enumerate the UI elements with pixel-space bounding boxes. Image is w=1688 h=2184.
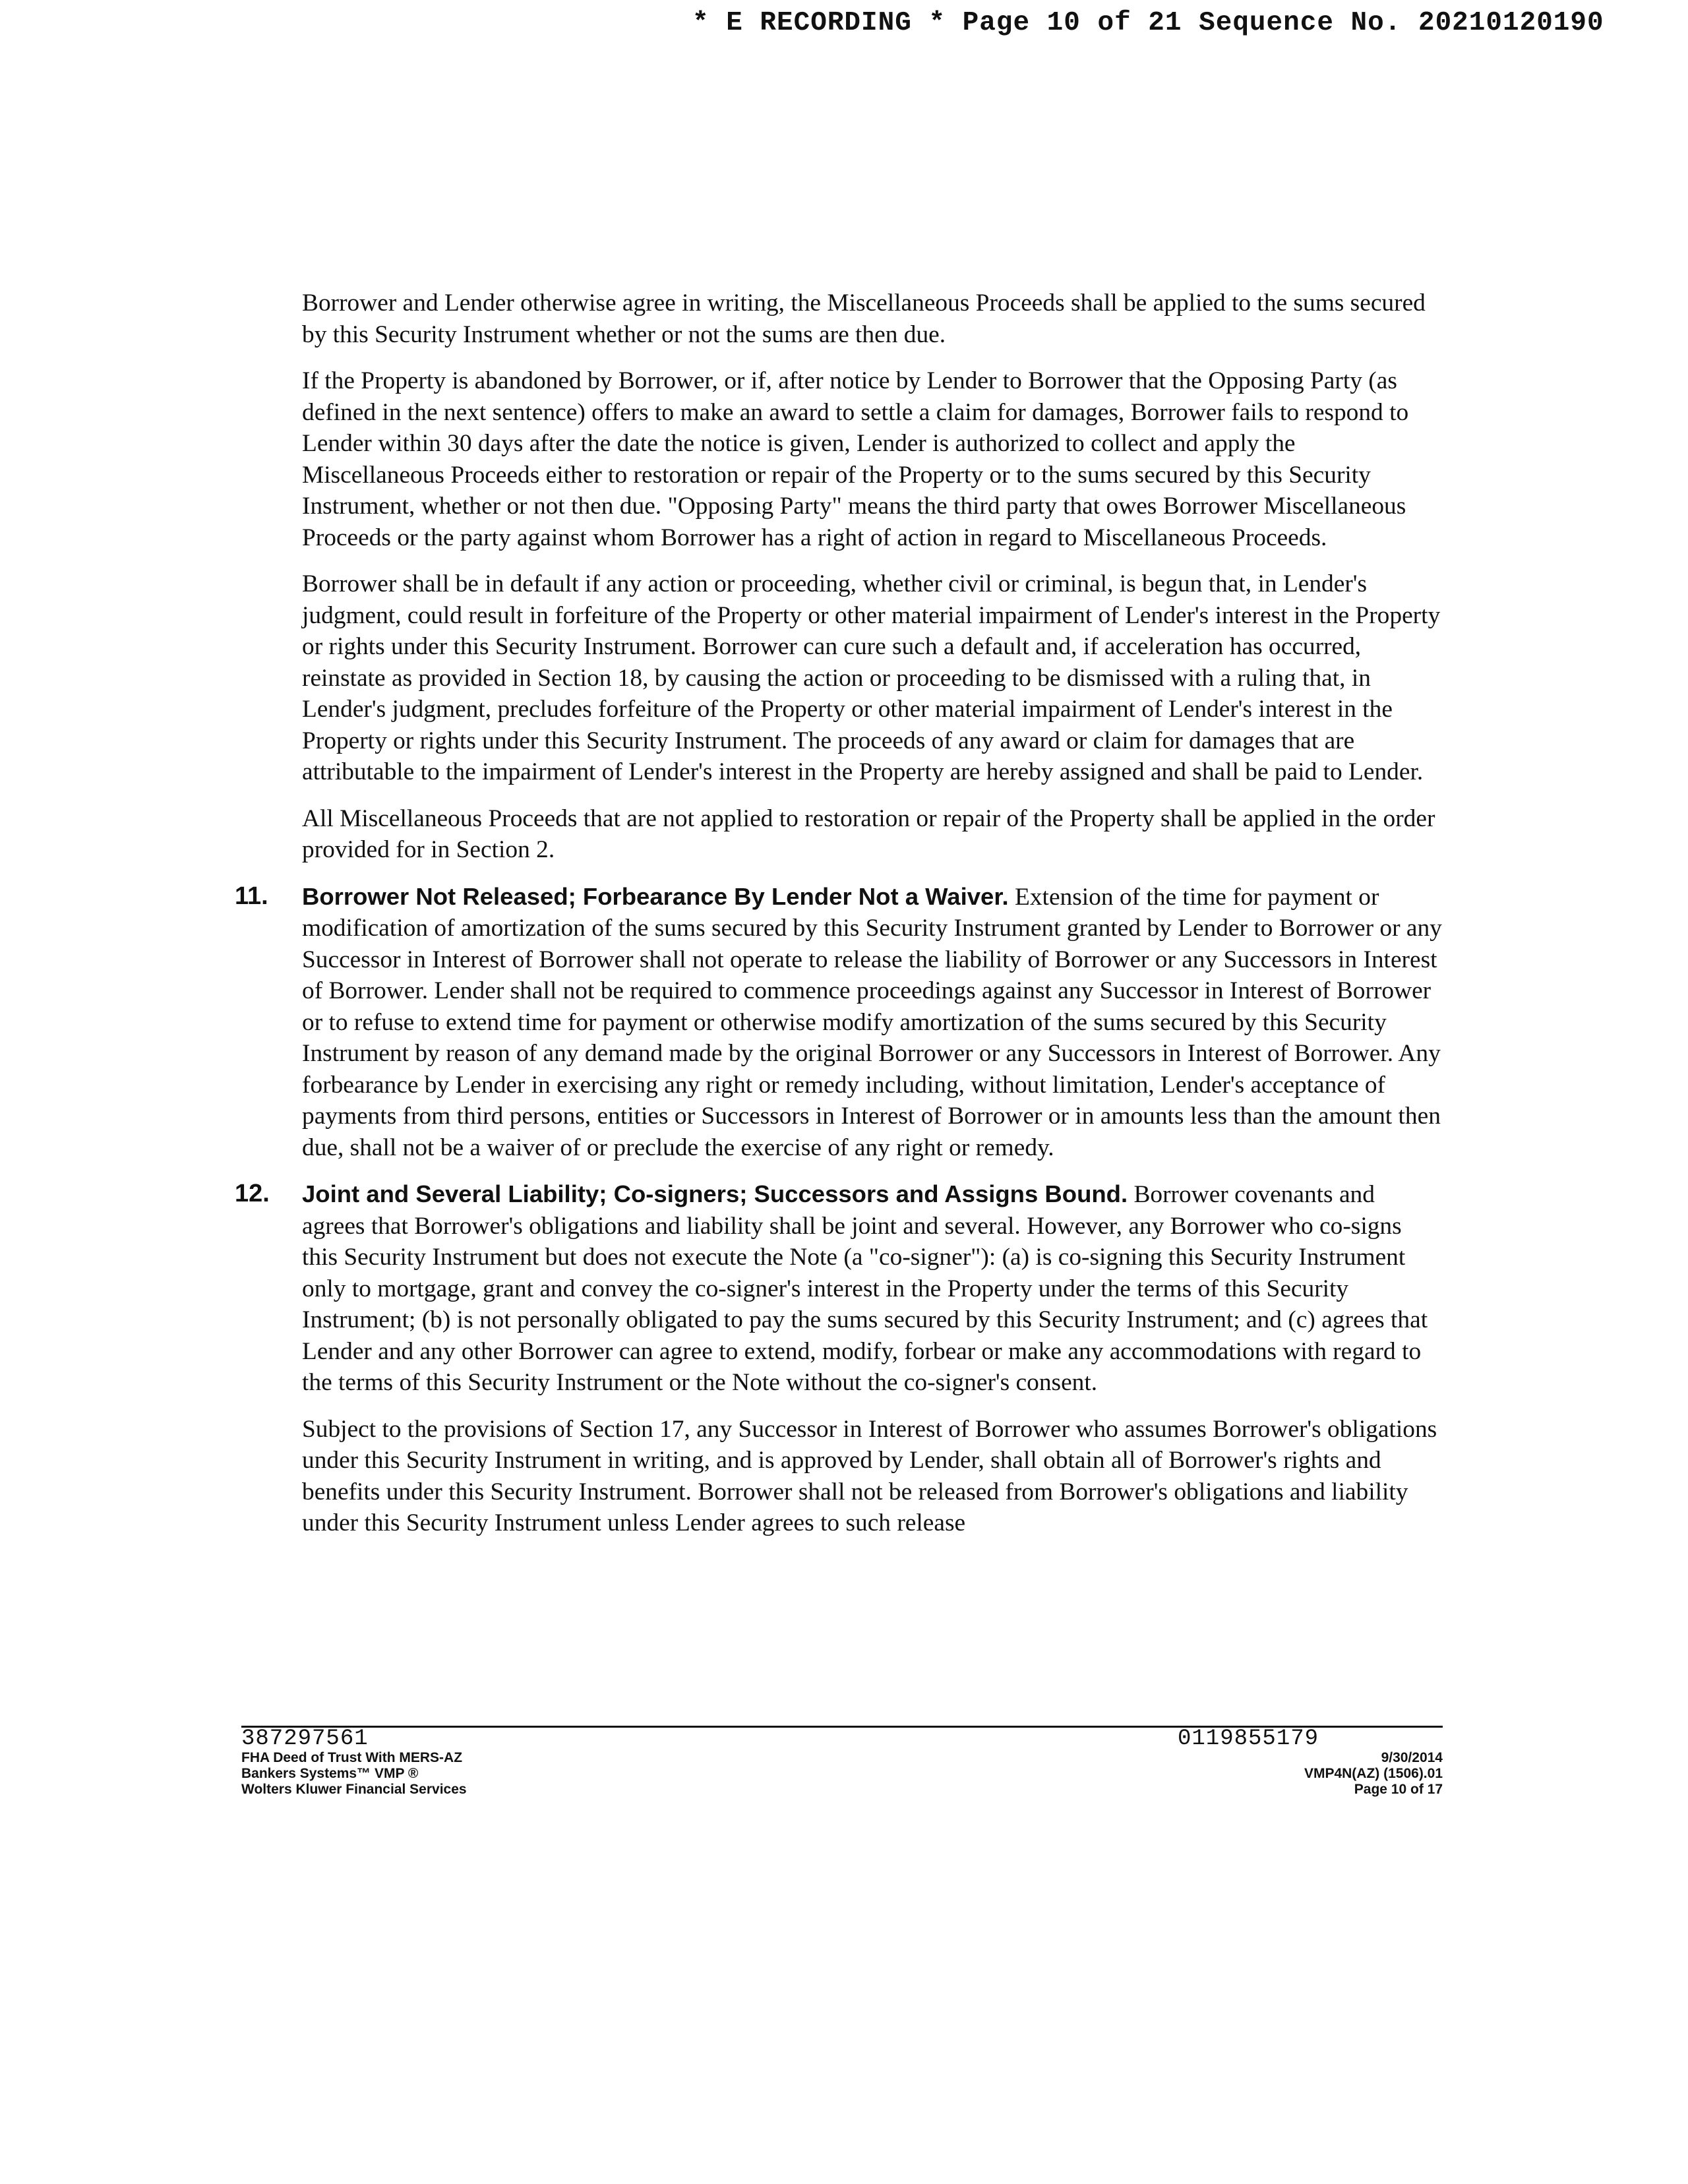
form-code: VMP4N(AZ) (1506).01 [1304, 1766, 1443, 1781]
document-number-text: 0119855179 [1178, 1726, 1319, 1751]
form-date: 9/30/2014 [1381, 1750, 1443, 1765]
recording-header: * E RECORDING * Page 10 of 21 Sequence No. 20210120190 [692, 8, 1604, 38]
form-name: FHA Deed of Trust With MERS-AZ [241, 1750, 463, 1765]
form-vendor: Bankers Systems™ VMP ® [241, 1766, 419, 1781]
footer-left [241, 1728, 835, 1798]
section-12-continuation: Subject to the provisions of Section 17, any Successor in Interest of Borrower who assumes Borrower's obligations under this Security Instrument in writing, and is approved by Lender, shall obtain all of Borrower's rights and benefits under this Security Instrument. Borrower shall not be released from Borrower's obligations and liability under this Security Instrument unless Lender agrees to such release [302, 1415, 1437, 1536]
document-number [981, 1728, 1443, 1750]
section-number: 12. [235, 1180, 270, 1207]
form-page-number: Page 10 of 17 [1354, 1782, 1443, 1797]
paragraph-proceeds-applied: Borrower and Lender otherwise agree in writing, the Miscellaneous Proceeds shall be applied to the sums secured by this Security Instrument whether or not the sums are then due. [302, 289, 1426, 348]
form-publisher: Wolters Kluwer Financial Services [241, 1782, 467, 1797]
section-11 [235, 881, 1443, 1164]
paragraph-borrower-default: Borrower shall be in default if any action or proceeding, whether civil or criminal, is begun that, in Lender's judgment, could result in forfeiture of the Property or other material impairment of Lender's interest in the Property or rights under this Security Instrument. Borrower can cure such a default and, if acceleration has occurred, reinstate as provided in Section 18, by causing the action or proceeding to be dismissed with a ruling that, in Lender's judgment, precludes forfeiture of the Property or other material impairment of Lender's interest in the Property or rights under this Security Instrument. The proceeds of any award or claim for damages that are attributable to the impairment of Lender's interest in the Property are hereby assigned and shall be paid to Lender. [302, 570, 1441, 785]
document-body [235, 288, 1443, 1554]
paragraph-property-abandoned: If the Property is abandoned by Borrower, or if, after notice by Lender to Borrower that the Opposing Party (as defined in the next sentence) offers to make an award to settle a claim for damages, Borrower fails to respond to Lender within 30 days after the date the notice is given, Lender is authorized to collect and apply the Miscellaneous Proceeds either to restoration or repair of the Property or to the sums secured by this Security Instrument, whether or not then due. "Opposing Party" means the third party that owes Borrower Miscellaneous Proceeds or the party against whom Borrower has a right of action in regard to Miscellaneous Proceeds. [302, 367, 1409, 551]
section-title: Joint and Several Liability; Co-signers; Successors and Assigns Bound. [302, 1180, 1128, 1207]
section-text: Borrower covenants and agrees that Borrower's obligations and liability shall be joint and several. However, any Borrower who co-signs this Security Instrument but does not execute the Note (a "co-signer"): (a) is co-signing this Security Instrument only to mortgage, grant and convey the co-signer's interest in the Property under the terms of this Security Instrument; (b) is not personally obligated to pay the sums secured by this Security Instrument; and (c) agrees that Lender and any other Borrower can agree to extend, modify, forbear or make any accommodations with regard to the terms of this Security Instrument or the Note without the co-signer's consent. [302, 1181, 1428, 1396]
section-12 [235, 1178, 1443, 1399]
section-text: Extension of the time for payment or modification of amortization of the sums secured by this Security Instrument granted by Lender to Borrower or any Successor in Interest of Borrower shall not operate to release the liability of Borrower or any Successors in Interest of Borrower. Lender shall not be required to commence proceedings against any Successor in Interest of Borrower or to refuse to extend time for payment or otherwise modify amortization of the sums secured by this Security Instrument by reason of any demand made by the original Borrower or any Successors in Interest of Borrower. Any forbearance by Lender in exercising any right or remedy including, without limitation, Lender's acceptance of payments from third persons, entities or Successors in Interest of Borrower or in amounts less than the amount then due, shall not be a waiver of or preclude the exercise of any right or remedy. [302, 883, 1442, 1161]
section-title: Borrower Not Released; Forbearance By Lender Not a Waiver. [302, 882, 1009, 910]
paragraph-proceeds-order: All Miscellaneous Proceeds that are not applied to restoration or repair of the Property shall be applied in the order provided for in Section 2. [302, 804, 1435, 863]
section-number: 11. [235, 882, 268, 910]
footer-right [981, 1728, 1443, 1798]
loan-number: 387297561 [241, 1726, 369, 1751]
